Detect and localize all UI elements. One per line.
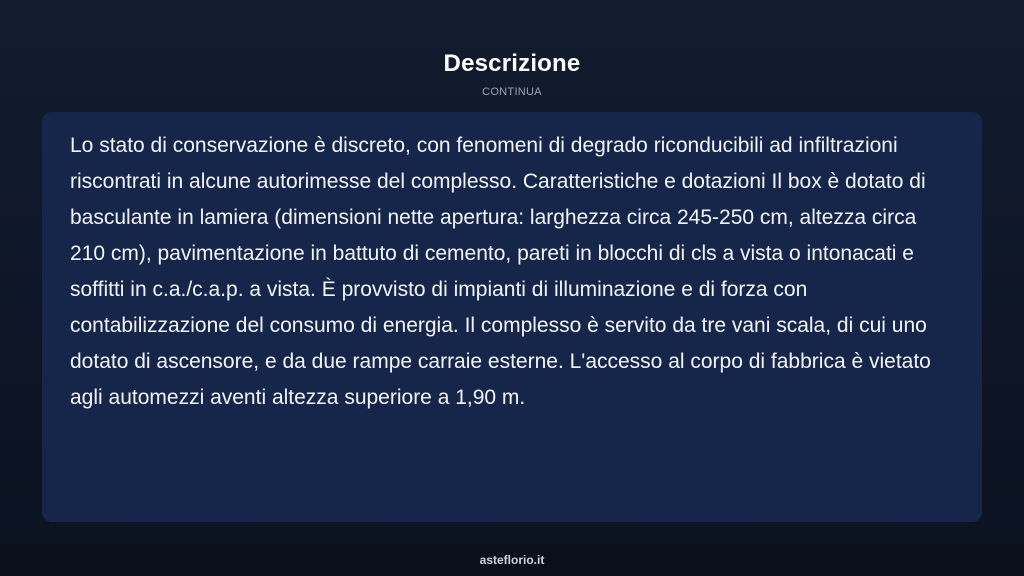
description-card — [42, 112, 982, 522]
description-text: Lo stato di conservazione è discreto, con fenomeni di degrado riconducibili ad infiltrazioni riscontrati in alcune autorimesse del complesso. Caratteristiche e dotazioni Il box è dotato di basculante in lamiera (dimensioni nette apertura: larghezza circa 245-250 cm, altezza circa 210 cm), pavimentazione in battuto di cemento, pareti in blocchi di cls a vista o intonacati e soffitti in c.a./c.a.p. a vista. È provvisto di impianti di illuminazione e di forza con contabilizzazione del consumo di energia. Il complesso è servito da tre vani scala, di cui uno dotato di ascensore, e da due rampe carraie esterne. L'accesso al corpo di fabbrica è vietato agli automezzi aventi altezza superiore a 1,90 m. — [70, 134, 931, 409]
page-subtitle: CONTINUA — [482, 86, 542, 98]
footer-site-label: asteflorio.it — [479, 553, 545, 567]
footer-bar — [0, 544, 1024, 576]
page-header — [0, 48, 1024, 98]
page-title: Descrizione — [443, 50, 581, 77]
